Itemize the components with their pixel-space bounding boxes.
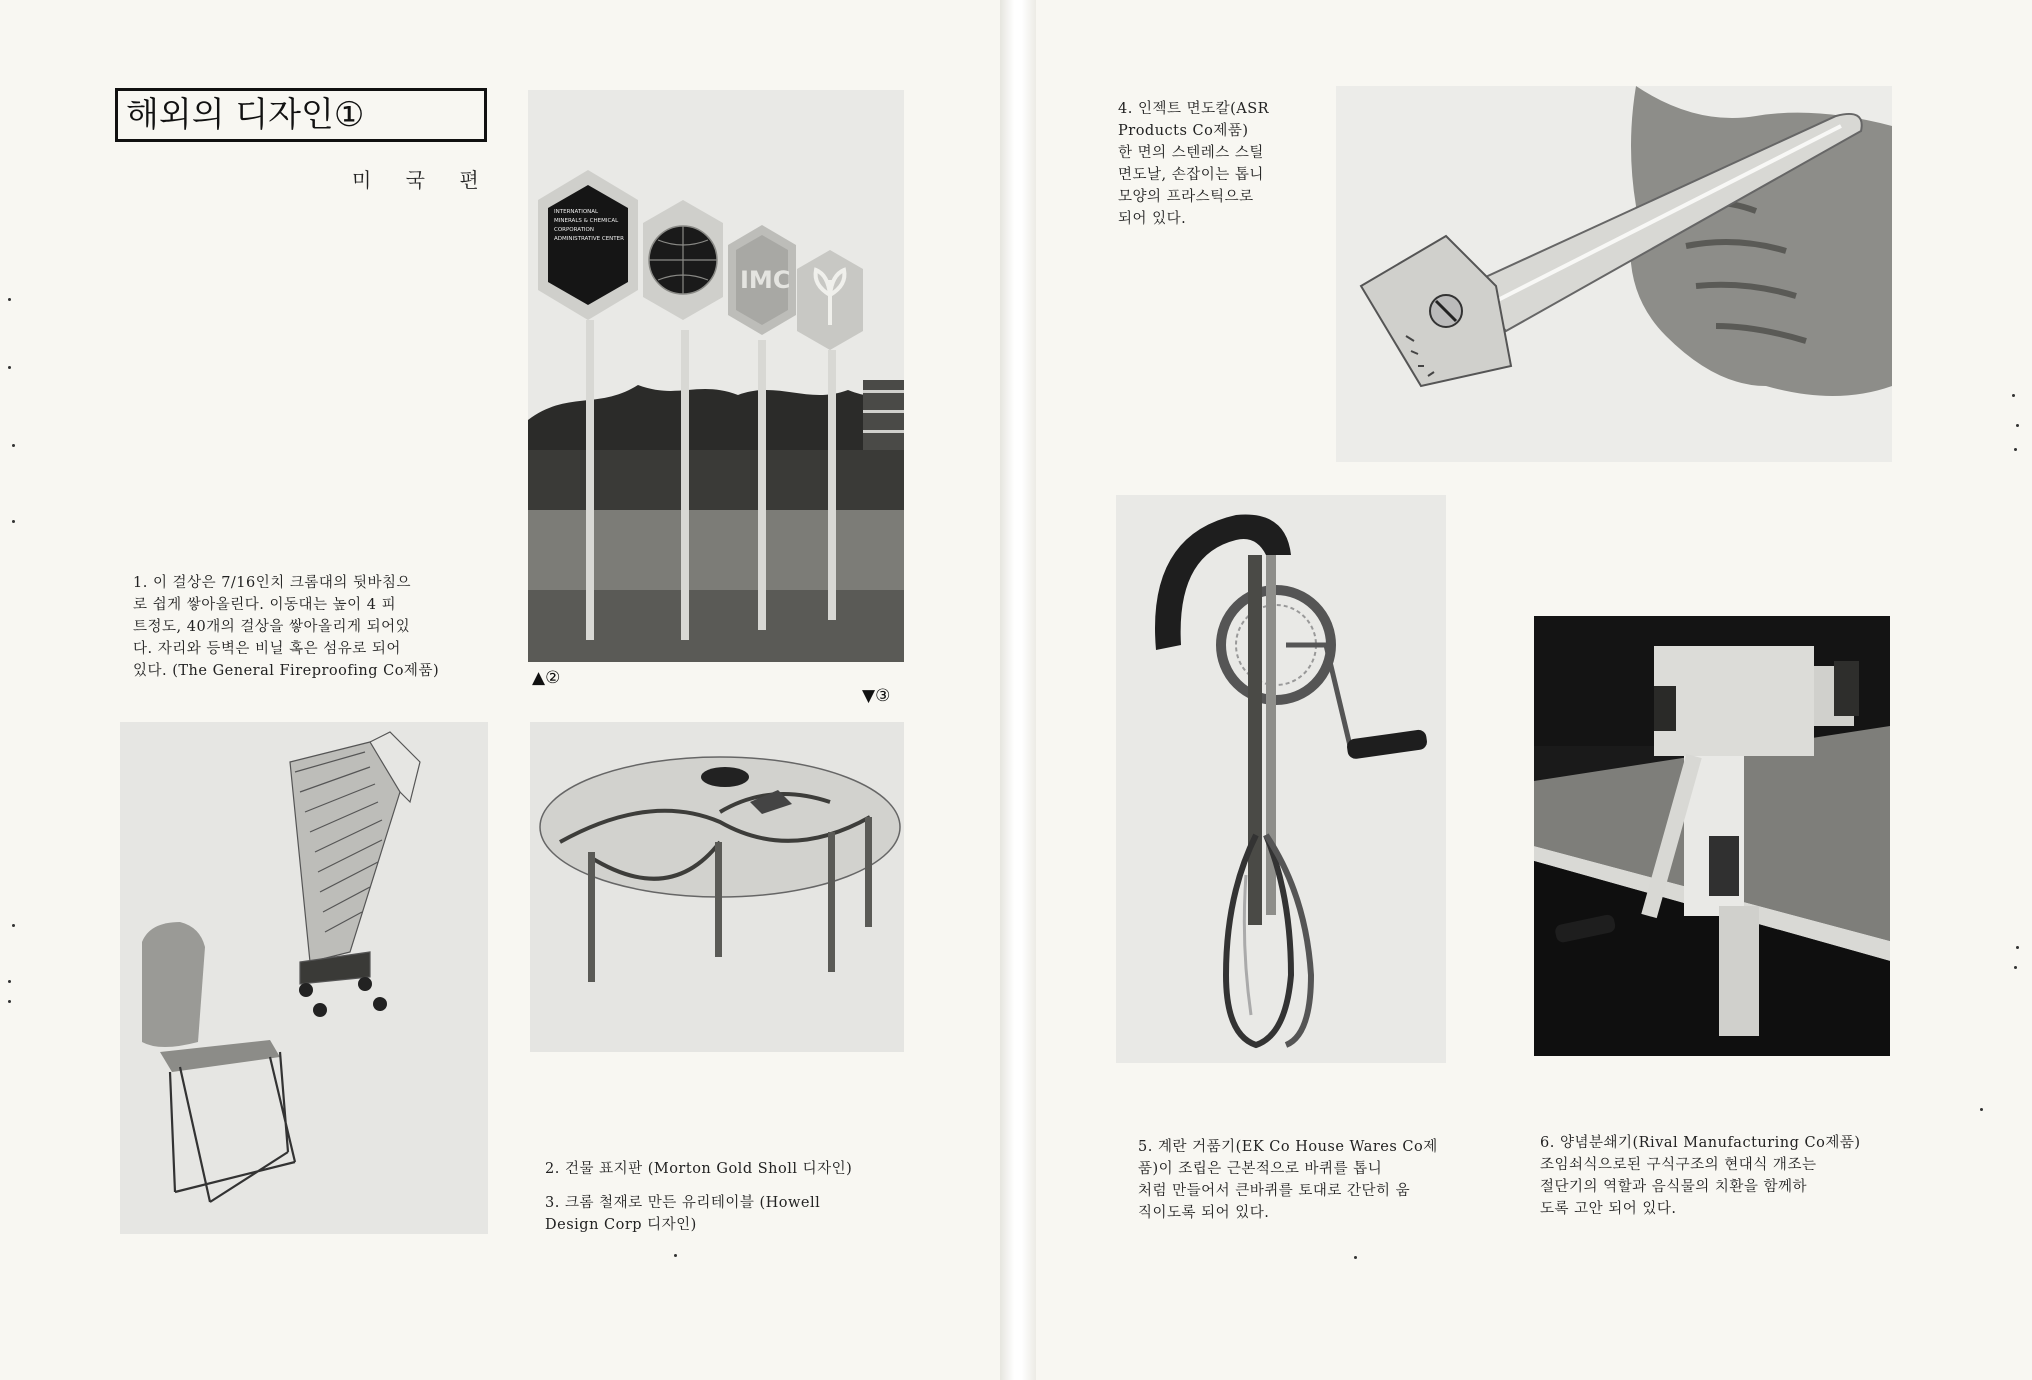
marker-3: ▼③	[862, 686, 891, 706]
margin-dot	[2016, 424, 2019, 427]
marker-2: ▲②	[532, 668, 561, 688]
margin-dot	[2012, 394, 2015, 397]
photo-egg-beater	[1116, 495, 1446, 1063]
caption-1: 1. 이 걸상은 7/16인치 크롬대의 뒷바침으 로 쉽게 쌓아올린다. 이동대는 높이 4 피 트정도, 40개의 걸상을 쌓아올리게 되어있 다. 자리와 등벽은 비닐 혹은 섬유로 되어 있다. (The General Fireproofing Co제품)	[133, 575, 440, 679]
caption-5: 5. 계란 거품기(EK Co House Wares Co제 품)이 조립은 근본적으로 바퀴를 톱니 처럼 만들어서 큰바퀴를 토대로 간단히 움 직이도록 되어 있다.	[1138, 1139, 1438, 1221]
page-subtitle: 미 국 편	[352, 168, 493, 192]
margin-dot	[8, 980, 11, 983]
caption-6: 6. 양념분쇄기(Rival Manufacturing Co제품) 조임쇠식으로된 구식구조의 현대식 개조는 절단기의 역할과 음식물의 치환을 함께하 도록 고안 되어 있다.	[1540, 1135, 1861, 1217]
margin-dot	[8, 1000, 11, 1003]
margin-dot	[12, 924, 15, 927]
right-page	[1036, 0, 2032, 1380]
margin-dot	[2016, 946, 2019, 949]
margin-dot	[1980, 1108, 1983, 1111]
margin-dot	[12, 444, 15, 447]
margin-dot	[12, 520, 15, 523]
margin-dot	[1354, 1256, 1357, 1259]
caption-3: 3. 크롬 철재로 만든 유리테이블 (Howell Design Corp 디자인)	[545, 1195, 821, 1233]
margin-dot	[674, 1254, 677, 1257]
sign-logo: IMC	[740, 266, 791, 294]
margin-dot	[8, 366, 11, 369]
photo-building-sign	[528, 90, 904, 662]
page-title: 해외의 디자인①	[115, 88, 487, 142]
photo-glass-table	[530, 722, 904, 1052]
photo-stacking-chairs	[120, 722, 488, 1234]
caption-2: 2. 건물 표지판 (Morton Gold Sholl 디자인)	[545, 1161, 853, 1177]
margin-dot	[8, 298, 11, 301]
margin-dot	[2014, 448, 2017, 451]
sign-text: INTERNATIONAL MINERALS & CHEMICAL CORPORATION ADMINISTRATIVE CENTER	[554, 209, 624, 242]
left-page	[0, 0, 1000, 1380]
margin-dot	[2014, 966, 2017, 969]
photo-grinder	[1534, 616, 1890, 1056]
caption-4: 4. 인젝트 면도칼(ASR Products Co제품) 한 면의 스텐레스 스틸 면도날, 손잡이는 톱니 모양의 프라스틱으로 되어 있다.	[1118, 101, 1270, 227]
page-gutter	[1000, 0, 1036, 1380]
photo-razor	[1336, 86, 1892, 462]
